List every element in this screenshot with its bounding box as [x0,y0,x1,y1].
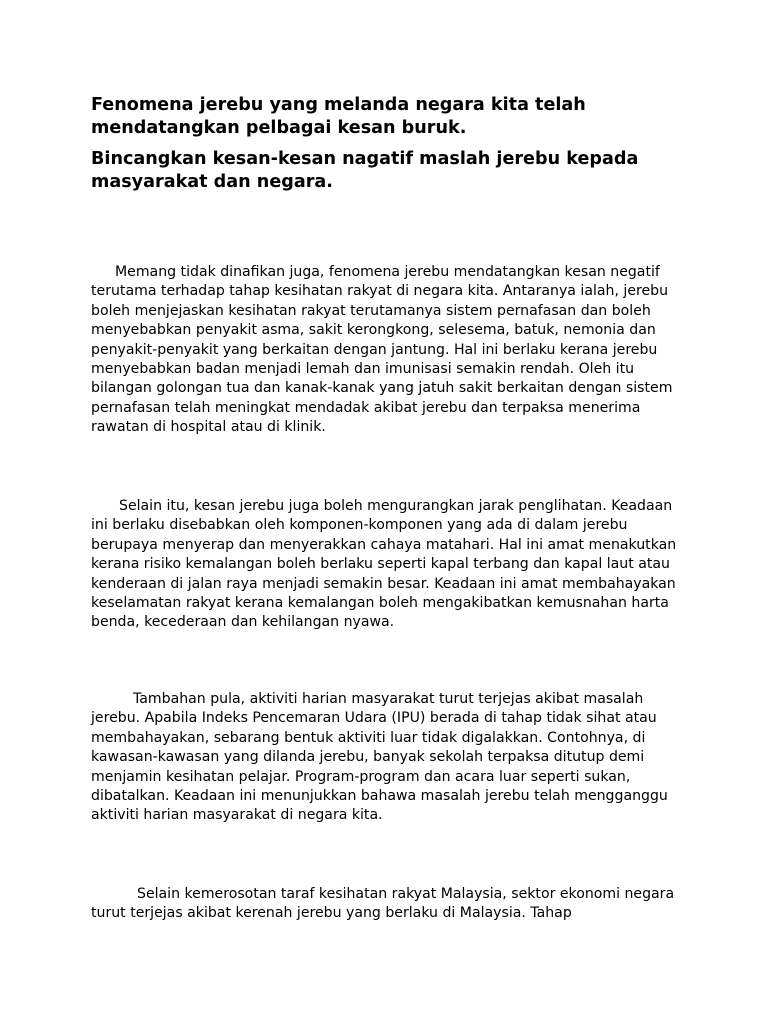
essay-question-1: Fenomena jerebu yang melanda negara kita telah mendatangkan pelbagai kesan buruk. [91,95,586,138]
essay-question-2: Bincangkan kesan-kesan nagatif maslah jerebu kepada masyarakat dan negara. [91,149,639,192]
paragraph-daily-activities: Tambahan pula, aktiviti harian masyarakat turut terjejas akibat masalah jerebu. Apabila Indeks Pencemaran Udara (IPU) berada di tahap tidak sihat atau membahayakan, sebarang bentuk aktiviti luar tidak digalakkan. Contohnya, di kawasan-kawasan yang dilanda jerebu, banyak sekolah terpaksa ditutup demi menjamin kesihatan pelajar. Program-program dan acara luar seperti sukan, dibatalkan. Keadaan ini menunjukkan bahawa masalah jerebu telah mengganggu aktiviti harian masyarakat di negara kita. [91,691,668,824]
paragraph-economy-effects: Selain kemerosotan taraf kesihatan rakyat Malaysia, sektor ekonomi negara turut terjejas akibat kerenah jerebu yang berlaku di Malaysia. Tahap [91,886,675,922]
paragraph-health-effects: Memang tidak dinafikan juga, fenomena jerebu mendatangkan kesan negatif terutama terhadap tahap kesihatan rakyat di negara kita. Antaranya ialah, jerebu boleh menjejaskan kesihatan rakyat terutamanya sistem pernafasan dan boleh menyebabkan penyakit asma, sakit kerongkong, selesema, batuk, nemonia dan penyakit-penyakit yang berkaitan dengan jantung. Hal ini berlaku kerana jerebu menyebabkan badan menjadi lemah dan imunisasi semakin rendah. Oleh itu bilangan golongan tua dan kanak-kanak yang jatuh sakit berkaitan dengan sistem pernafasan telah meningkat mendadak akibat jerebu dan terpaksa menerima rawatan di hospital atau di klinik. [91,264,673,436]
paragraph-visibility-effects: Selain itu, kesan jerebu juga boleh mengurangkan jarak penglihatan. Keadaan ini berlaku disebabkan oleh komponen-komponen yang ada di dalam jerebu berupaya menyerap dan menyerakkan cahaya matahari. Hal ini amat menakutkan kerana risiko kemalangan boleh berlaku seperti kapal terbang dan kapal laut atau kenderaan di jalan raya menjadi semakin besar. Keadaan ini amat membahayakan keselamatan rakyat kerana kemalangan boleh mengakibatkan kemusnahan harta benda, kecederaan dan kehilangan nyawa. [91,498,677,631]
